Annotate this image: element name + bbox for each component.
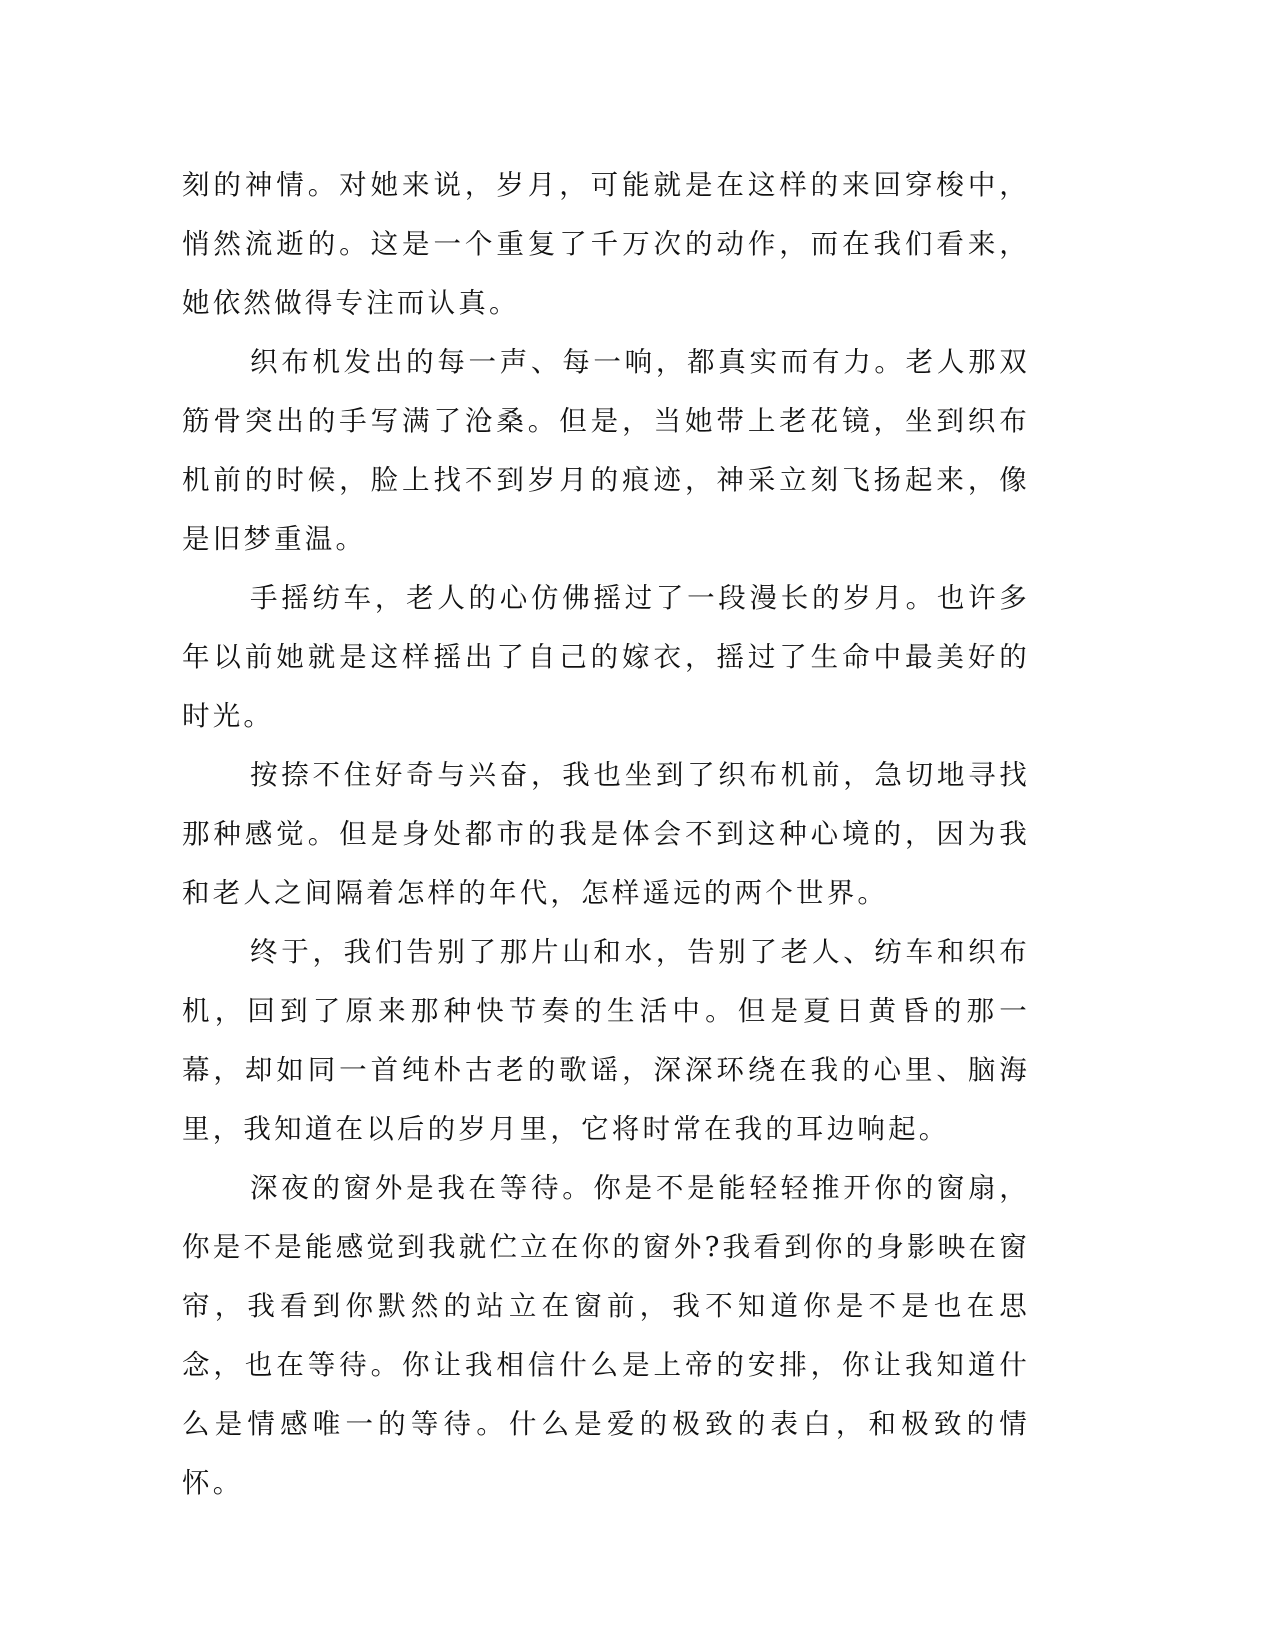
paragraph-2: 织布机发出的每一声、每一响，都真实而有力。老人那双筋骨突出的手写满了沧桑。但是，当她带上老花镜，坐到织布机前的时候，脸上找不到岁月的痕迹，神采立刻飞扬起来，像是旧梦重温。	[182, 346, 1030, 555]
document-body	[182, 156, 1030, 1513]
paragraph-3: 手摇纺车，老人的心仿佛摇过了一段漫长的岁月。也许多年以前她就是这样摇出了自己的嫁衣，摇过了生命中最美好的时光。	[182, 582, 1030, 732]
paragraph-4: 按捺不住好奇与兴奋，我也坐到了织布机前，急切地寻找那种感觉。但是身处都市的我是体会不到这种心境的，因为我和老人之间隔着怎样的年代，怎样遥远的两个世界。	[182, 759, 1030, 909]
paragraph-1: 刻的神情。对她来说，岁月，可能就是在这样的来回穿梭中，悄然流逝的。这是一个重复了千万次的动作，而在我们看来，她依然做得专注而认真。	[182, 169, 1030, 319]
paragraph-6: 深夜的窗外是我在等待。你是不是能轻轻推开你的窗扇，你是不是能感觉到我就伫立在你的窗外?我看到你的身影映在窗帘，我看到你默然的站立在窗前，我不知道你是不是也在思念，也在等待。你让我相信什么是上帝的安排，你让我知道什么是情感唯一的等待。什么是爱的极致的表白，和极致的情怀。	[182, 1172, 1030, 1499]
paragraph-5: 终于，我们告别了那片山和水，告别了老人、纺车和织布机，回到了原来那种快节奏的生活中。但是夏日黄昏的那一幕，却如同一首纯朴古老的歌谣，深深环绕在我的心里、脑海里，我知道在以后的岁月里，它将时常在我的耳边响起。	[182, 936, 1030, 1145]
